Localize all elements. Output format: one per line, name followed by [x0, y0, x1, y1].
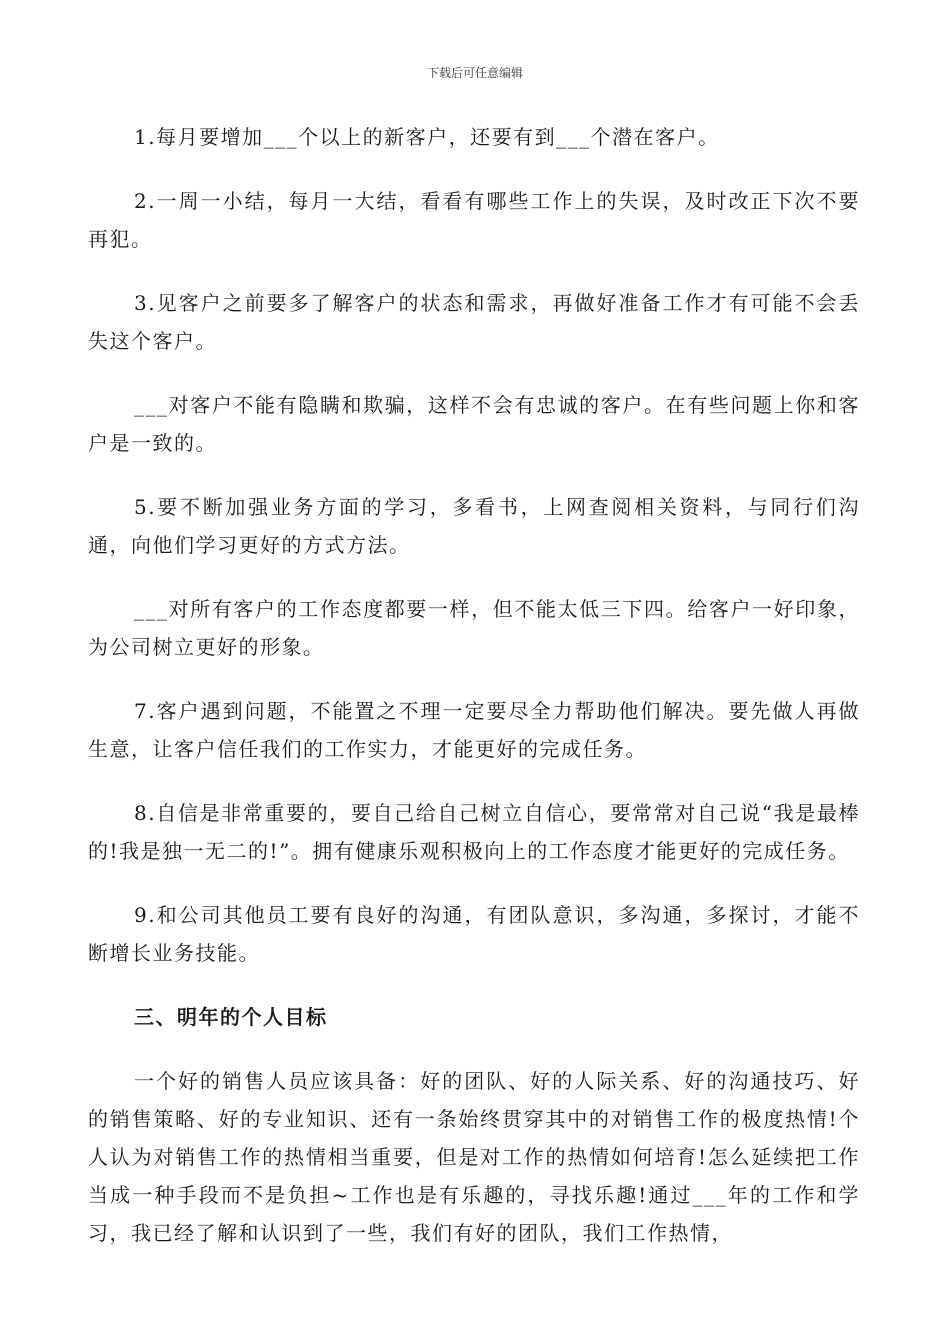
closing-paragraph: 一个好的销售人员应该具备：好的团队、好的人际关系、好的沟通技巧、好的销售策略、好的专业知识、还有一条始终贯穿其中的对销售工作的极度热情!个人认为对销售工作的热情相当重要，但是对工作的热情如何培育!怎么延续把工作当成一种手段而不是负担~工作也是有乐趣的，寻找乐趣!通过___年的工作和学习，我已经了解和认识到了一些，我们有好的团队，我们工作热情，: [88, 1069, 860, 1245]
paragraph-2: 2.一周一小结，每月一大结，看看有哪些工作上的失误，及时改正下次不要再犯。: [88, 189, 860, 251]
document-body: [88, 118, 860, 1252]
paragraph-6: ___对所有客户的工作态度都要一样，但不能太低三下四。给客户一好印象，为公司树立更好的形象。: [88, 597, 860, 659]
paragraph-5: 5.要不断加强业务方面的学习，多看书，上网查阅相关资料，与同行们沟通，向他们学习更好的方式方法。: [88, 495, 860, 557]
paragraph-4: ___对客户不能有隐瞒和欺骗，这样不会有忠诚的客户。在有些问题上你和客户是一致的。: [88, 393, 860, 455]
section-heading: 三、明年的个人目标: [134, 1005, 328, 1029]
paragraph-8: 8.自信是非常重要的，要自己给自己树立自信心，要常常对自己说“我是最棒的!我是独一无二的!”。拥有健康乐观积极向上的工作态度才能更好的完成任务。: [88, 801, 860, 863]
page-header: 下载后可任意编辑: [426, 66, 523, 80]
paragraph-7: 7.客户遇到问题，不能置之不理一定要尽全力帮助他们解决。要先做人再做生意，让客户信任我们的工作实力，才能更好的完成任务。: [88, 699, 860, 761]
paragraph-3: 3.见客户之前要多了解客户的状态和需求，再做好准备工作才有可能不会丢失这个客户。: [88, 291, 860, 353]
paragraph-1: 1.每月要增加___个以上的新客户，还要有到___个潜在客户。: [134, 125, 720, 149]
paragraph-9: 9.和公司其他员工要有良好的沟通，有团队意识，多沟通，多探讨，才能不断增长业务技能。: [88, 903, 860, 965]
